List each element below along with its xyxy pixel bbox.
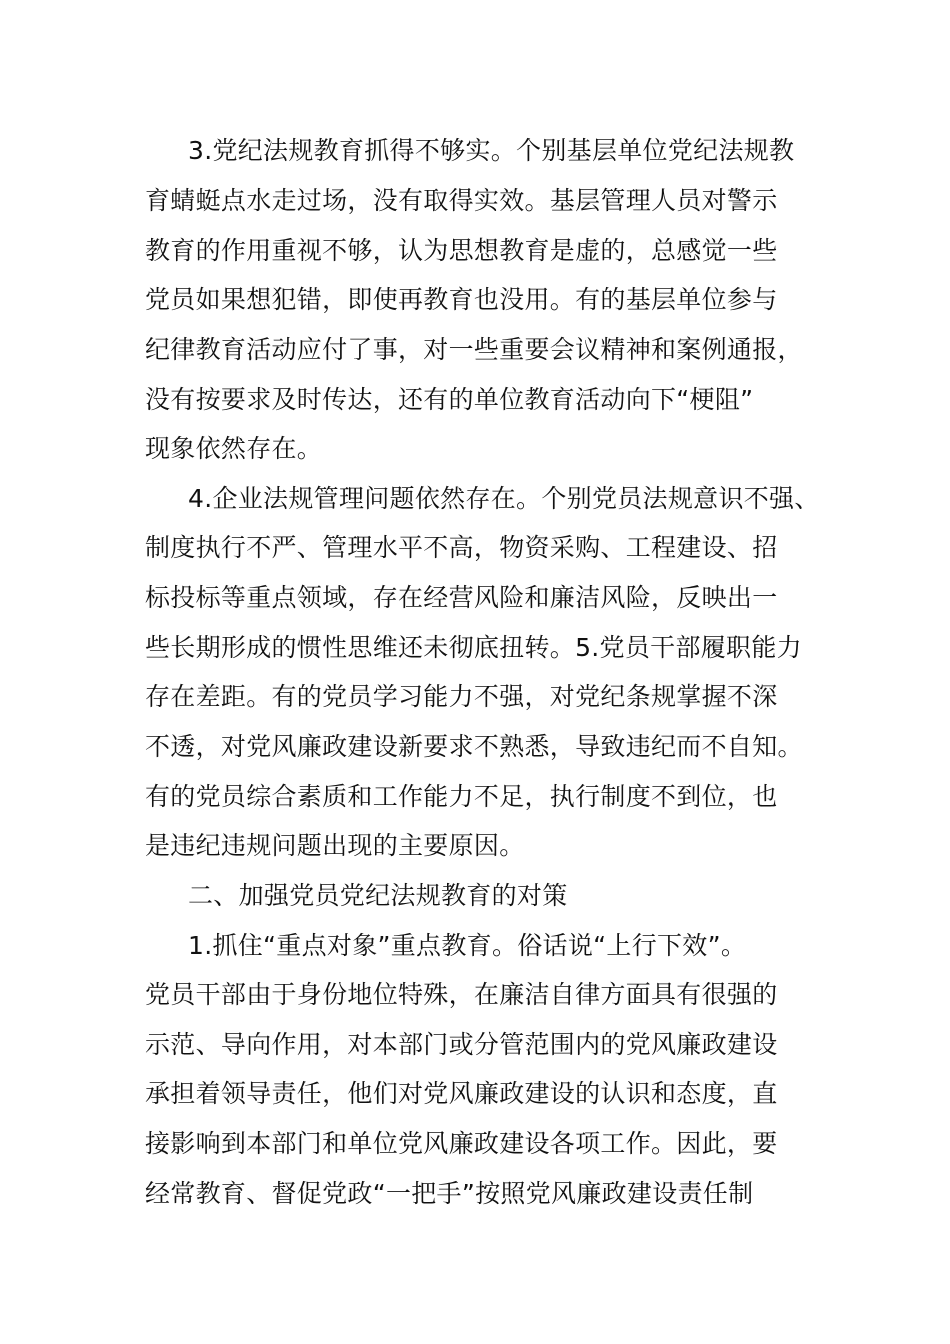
text-line: 是违纪违规问题出现的主要原因。	[145, 831, 525, 860]
text-line: 3.党纪法规教育抓得不够实。个别基层单位党纪法规教	[188, 136, 795, 165]
text-line: 纪律教育活动应付了事，对一些重要会议精神和案例通报，	[145, 335, 803, 364]
text-line: 党员干部由于身份地位特殊，在廉洁自律方面具有很强的	[145, 980, 778, 1009]
text-line: 没有按要求及时传达，还有的单位教育活动向下“梗阻”	[145, 385, 754, 414]
text-line: 些长期形成的惯性思维还未彻底扭转。5.党员干部履职能力	[145, 633, 802, 662]
text-line: 教育的作用重视不够，认为思想教育是虚的，总感觉一些	[145, 236, 778, 265]
section-heading: 二、加强党员党纪法规教育的对策	[188, 881, 568, 910]
text-line: 制度执行不严、管理水平不高，物资采购、工程建设、招	[145, 533, 778, 562]
text-line: 有的党员综合素质和工作能力不足，执行制度不到位，也	[145, 782, 778, 811]
text-line: 不透，对党风廉政建设新要求不熟悉，导致违纪而不自知。	[145, 732, 803, 761]
text-line: 承担着领导责任，他们对党风廉政建设的认识和态度，直	[145, 1079, 778, 1108]
text-line: 示范、导向作用，对本部门或分管范围内的党风廉政建设	[145, 1030, 778, 1059]
text-line: 党员如果想犯错，即使再教育也没用。有的基层单位参与	[145, 285, 778, 314]
text-line: 4.企业法规管理问题依然存在。个别党员法规意识不强、	[188, 484, 820, 513]
text-line: 接影响到本部门和单位党风廉政建设各项工作。因此，要	[145, 1129, 778, 1158]
text-line: 育蜻蜓点水走过场，没有取得实效。基层管理人员对警示	[145, 186, 778, 215]
text-line: 存在差距。有的党员学习能力不强，对党纪条规掌握不深	[145, 682, 778, 711]
text-line: 现象依然存在。	[145, 434, 323, 463]
text-line: 1.抓住“重点对象”重点教育。俗话说“上行下效”。	[188, 931, 747, 960]
text-line: 标投标等重点领域，存在经营风险和廉洁风险，反映出一	[145, 583, 778, 612]
text-line: 经常教育、督促党政“一把手”按照党风廉政建设责任制	[145, 1179, 754, 1208]
